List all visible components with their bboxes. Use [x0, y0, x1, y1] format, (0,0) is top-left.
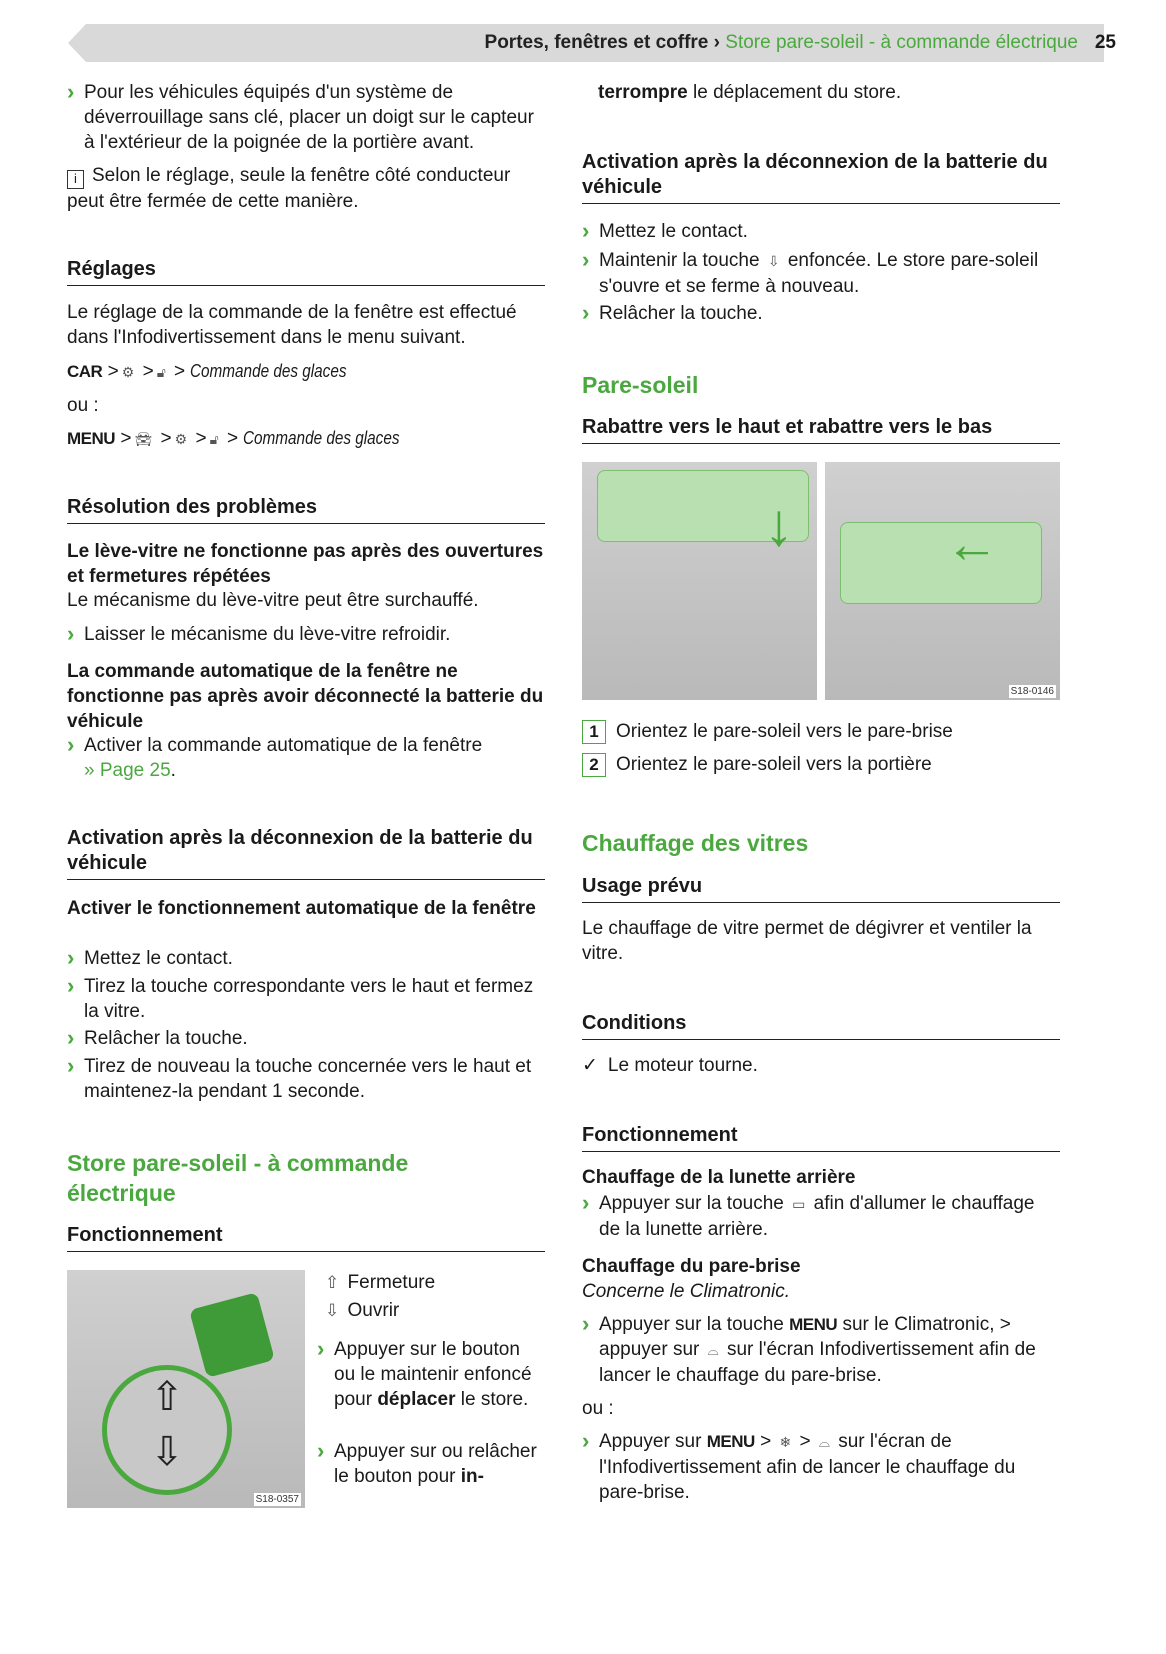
t: Appuyer sur — [599, 1431, 707, 1452]
windshield-defrost-icon: ⌓ — [707, 1342, 719, 1358]
numbered-item — [582, 752, 1060, 777]
step: › Tirez la touche correspondante vers le haut et fermez la vitre. — [67, 974, 545, 1024]
heading-reglages: Réglages — [67, 257, 545, 286]
store-button-image — [67, 1270, 305, 1508]
t: Maintenir la touche — [599, 250, 765, 271]
zoom-circle: ⇧ ⇩ — [102, 1365, 232, 1495]
legend-label: Fermeture — [347, 1272, 436, 1293]
path-sep: > — [142, 361, 154, 382]
path-sep: > — [107, 361, 119, 382]
legend-label: Ouvrir — [347, 1300, 400, 1321]
or-text: ou : — [67, 395, 99, 416]
heading-activation-left: Activation après la déconnexion de la batterie du véhicule — [67, 826, 545, 880]
problem1-bullet: › Laisser le mécanisme du lève-vitre refroidir. — [67, 622, 545, 647]
heading-chauffage: Chauffage des vitres — [582, 830, 809, 856]
breadcrumb-sep: › — [708, 32, 726, 53]
step: › Mettez le contact. — [582, 219, 1060, 244]
path-sep: > — [120, 428, 132, 449]
step — [582, 248, 1060, 299]
info-icon: i — [67, 170, 84, 189]
heading-activation-right: Activation après la déconnexion de la batterie du véhicule — [582, 150, 1060, 204]
heading-conditions: Conditions — [582, 1011, 1060, 1040]
t: in- — [460, 1466, 484, 1487]
menu-path-car — [67, 359, 545, 385]
menu-key: MENU — [789, 1315, 838, 1334]
climate-icon: ❄ — [779, 1434, 792, 1450]
number-badge: 1 — [582, 720, 606, 744]
path-sep: > — [160, 428, 172, 449]
settings-icon: ⚙ — [174, 431, 188, 447]
t: Appuyer sur la touche — [599, 1314, 790, 1335]
note-text: Selon le réglage, seule la fenêtre côté conducteur peut être fermée de cette manière. — [67, 165, 511, 212]
problem2-bullet: › Activer la commande automatique de la fenêtre » Page 25. — [67, 733, 497, 783]
bullet-keyless: › Pour les véhicules équipés d'un système de déverrouillage sans clé, placer un doigt sur le capteur à l'extérieur de la poignée de la portière avant. — [67, 80, 545, 155]
t: afin d'allumer le chauffage de la lunette arrière. — [599, 1193, 1035, 1240]
info-note — [67, 163, 545, 214]
number-badge: 2 — [582, 753, 606, 777]
t: sur le Climatronic, > appuyer sur — [599, 1314, 1011, 1360]
car-key: CAR — [67, 362, 103, 381]
t: Appuyer sur ou relâcher le bouton pour — [334, 1441, 537, 1487]
rotate-arrow-icon: ← — [945, 514, 999, 574]
numbered-item — [582, 719, 1060, 744]
problem2-title: La commande automatique de la fenêtre ne fonctionne pas après avoir déconnecté la batterie du véhicule — [67, 661, 544, 732]
visor-image-2 — [825, 462, 1060, 700]
activation-subtitle: Activer le fonctionnement automatique de la fenêtre — [67, 898, 536, 919]
t: déplacer — [377, 1389, 456, 1410]
t: Appuyer sur la touche — [599, 1193, 790, 1214]
heading-fonctionnement-right: Fonctionnement — [582, 1123, 1060, 1152]
t: Orientez le pare-soleil vers la portière — [616, 754, 932, 775]
windshield-step-1 — [582, 1312, 1060, 1388]
heading-resolution: Résolution des problèmes — [67, 495, 545, 524]
menu-path-menu — [67, 426, 545, 452]
visor-image-1 — [582, 462, 817, 700]
step: › Tirez de nouveau la touche concernée vers le haut et maintenez-la pendant 1 seconde. — [67, 1054, 545, 1104]
header-breadcrumb — [485, 30, 1078, 55]
usage-text: Le chauffage de vitre permet de dégivrer et ventiler la vitre. — [582, 918, 1032, 964]
heading-fonctionnement-left: Fonctionnement — [67, 1223, 545, 1252]
windshield-title: Chauffage du pare-brise — [582, 1256, 801, 1277]
rear-step — [582, 1191, 1060, 1242]
image-code: S18-0146 — [1010, 686, 1054, 697]
t: terrompre — [598, 82, 688, 103]
path-sep: > — [174, 361, 186, 382]
t: Orientez le pare-soleil vers le pare-brise — [616, 721, 953, 742]
t: enfoncée. Le store pare-soleil s'ouvre et se ferme à nouveau. — [599, 250, 1039, 297]
page-number: 25 — [1094, 32, 1116, 53]
window-lock-icon: 🔓︎ — [156, 364, 166, 380]
open-arrow-icon: ⇩ — [767, 253, 780, 269]
window-lock-icon: 🔓︎ — [209, 431, 219, 447]
rear-title: Chauffage de la lunette arrière — [582, 1167, 856, 1188]
legend-open — [322, 1298, 399, 1323]
path-sep: > — [195, 428, 207, 449]
breadcrumb-topic: Store pare-soleil - à commande électrique — [725, 32, 1078, 53]
windshield-step-2: › Appuyer sur MENU > ❄ > ⌓ sur l'écran de l'Infodivertissement afin de lancer le chauffage du pare-brise. — [582, 1429, 1060, 1505]
continued-text — [598, 80, 1076, 105]
store-step-1 — [317, 1337, 545, 1412]
breadcrumb-section: Portes, fenêtres et coffre — [484, 32, 709, 53]
t: le déplacement du store. — [687, 82, 902, 103]
legend-close — [322, 1270, 435, 1295]
bullet-text: Activer la commande automatique de la fenêtre — [84, 735, 483, 756]
heading-rabattre: Rabattre vers le haut et rabattre vers le bas — [582, 415, 1060, 444]
heading-usage: Usage prévu — [582, 874, 1060, 903]
t: le store. — [455, 1389, 529, 1410]
path-end: Commande des glaces — [243, 428, 400, 448]
path-end: Commande des glaces — [190, 361, 347, 381]
store-step-2 — [317, 1439, 545, 1489]
problem1-text: Le mécanisme du lève-vitre peut être surchauffé. — [67, 590, 479, 611]
step: › Relâcher la touche. — [67, 1026, 545, 1051]
condition-item — [582, 1053, 1060, 1078]
problem1-title: Le lève-vitre ne fonctionne pas après des ouvertures et fermetures répétées — [67, 541, 544, 587]
image-code: S18-0357 — [255, 1494, 299, 1505]
settings-icon: ⚙ — [121, 364, 135, 380]
menu-key: MENU — [706, 1432, 755, 1451]
page-link[interactable]: » Page 25 — [84, 760, 171, 781]
step: › Relâcher la touche. — [582, 301, 1060, 326]
close-arrow-icon: ⇧ — [325, 1273, 340, 1292]
step: › Mettez le contact. — [67, 946, 545, 971]
reglages-text: Le réglage de la commande de la fenêtre est effectué dans l'Infodivertissement dans le menu suivant. — [67, 302, 517, 348]
menu-key: MENU — [67, 429, 116, 448]
car-icon: 🚘︎ — [134, 431, 153, 447]
check-icon: ✓ — [582, 1055, 598, 1076]
path-sep: > — [226, 428, 239, 449]
rear-defrost-icon: ▭ — [792, 1196, 806, 1212]
or-text: ou : — [582, 1398, 614, 1419]
windshield-note: Concerne le Climatronic. — [582, 1281, 791, 1302]
heading-pare-soleil: Pare-soleil — [582, 372, 699, 398]
windshield-defrost-icon: ⌓ — [818, 1434, 830, 1450]
open-arrow-icon: ⇩ — [325, 1301, 340, 1320]
t: sur l'écran de l'Infodivertissement afin de lancer le chauffage du pare-brise. — [599, 1431, 1016, 1503]
visor-illustration — [840, 514, 1042, 604]
rotate-arrow-icon: ↓ — [764, 491, 794, 558]
t: Appuyer sur le bouton ou le maintenir enfoncé pour — [334, 1339, 532, 1410]
t: sur l'écran Infodivertissement afin de lancer le chauffage du pare-brise. — [599, 1339, 1036, 1386]
t: Le moteur tourne. — [607, 1055, 758, 1076]
button-illustration — [189, 1292, 275, 1378]
heading-store: Store pare-soleil - à commande électrique — [67, 1150, 409, 1206]
